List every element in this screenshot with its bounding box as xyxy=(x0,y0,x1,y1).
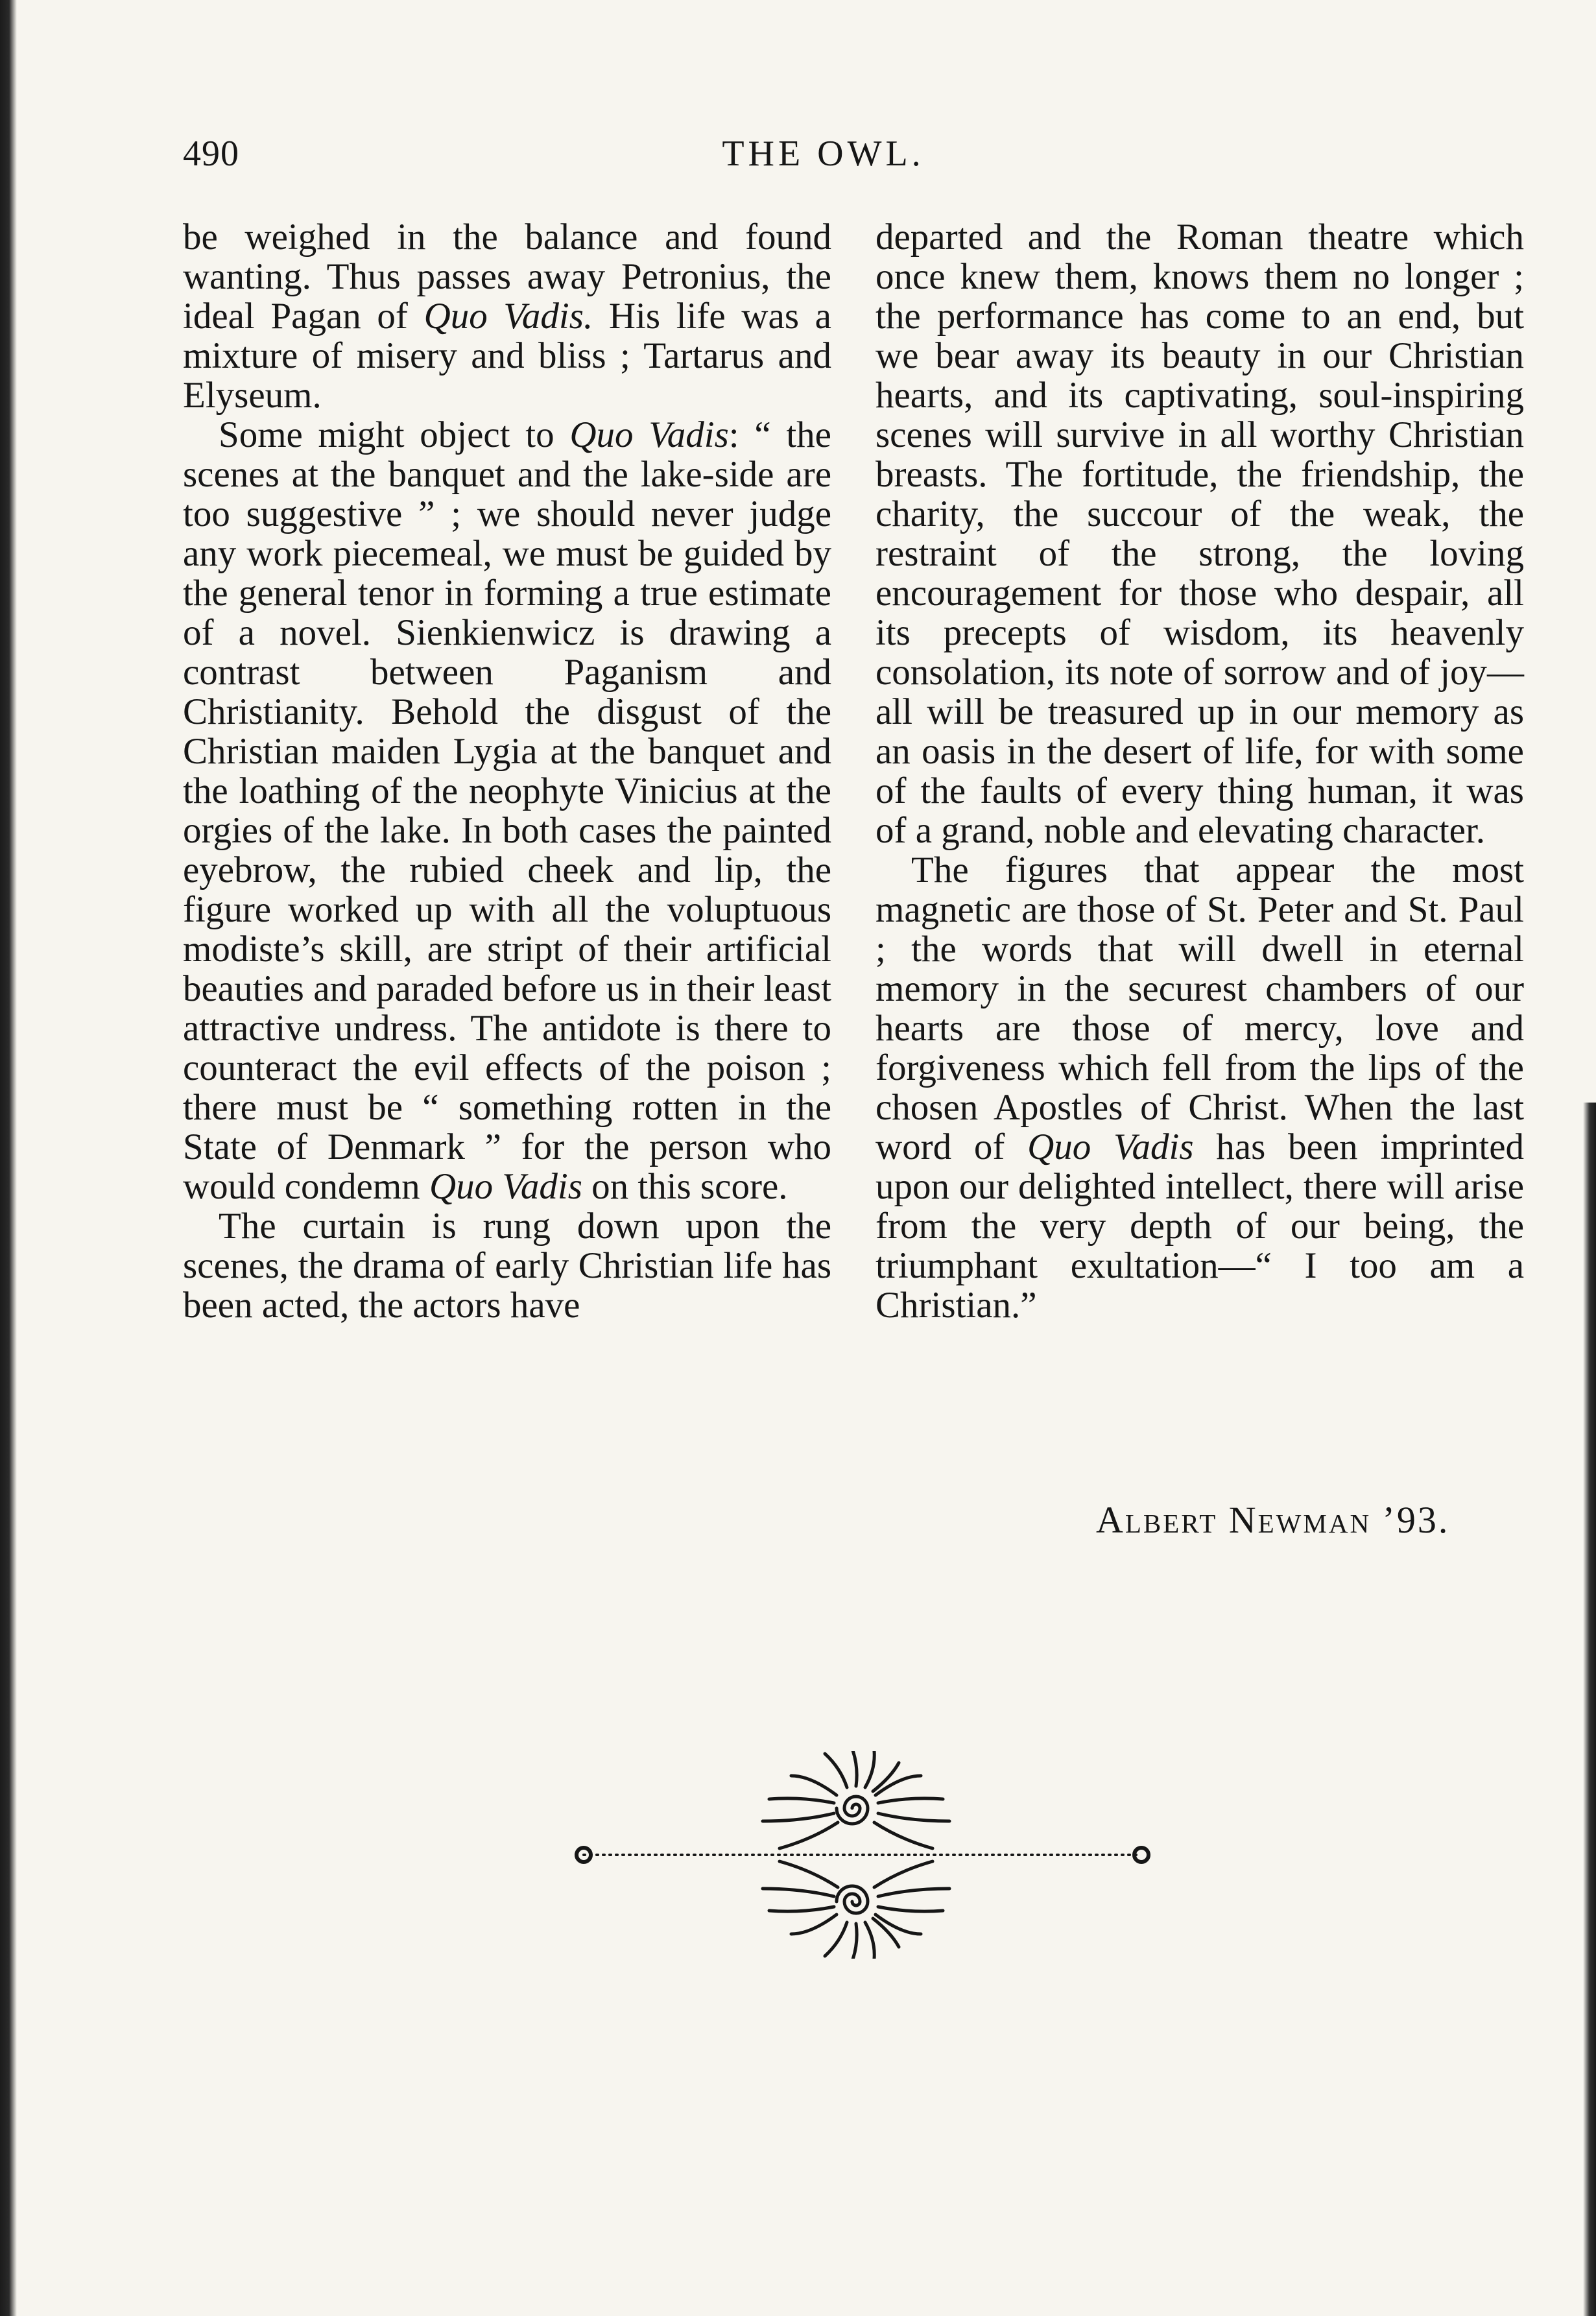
author-signature: Albert Newman ’93. xyxy=(1096,1499,1450,1541)
scan-page-edge-right xyxy=(1583,1103,1596,2316)
right-column xyxy=(875,217,1524,1325)
page-number: 490 xyxy=(183,134,239,174)
running-title: THE OWL. xyxy=(722,134,925,174)
left-column xyxy=(183,217,831,1325)
paragraph: departed and the Roman theatre which once knew them, knows them no longer ; the performance has come to an end, but we bear away its beauty in our Christian hearts, and its captivating, soul-inspiring scenes will survive in all worthy Christian breasts. The fortitude, the friendship, the charity, the succour of the weak, the restraint of the strong, the loving encouragement for those who despair, all its precepts of wisdom, its heavenly consolation, its note of sorrow and of joy—all will be treasured up in our memory as an oasis in the desert of life, for with some of the faults of every thing human, it was of a grand, noble and elevating character. xyxy=(875,217,1524,851)
scan-page-edge-left xyxy=(0,0,17,2316)
page-header xyxy=(183,133,1464,185)
paragraph: be weighed in the balance and found wanting. Thus passes away Petronius, the ideal Pagan of Quo Vadis. His life was a mixture of misery and bliss ; Tartarus and Elyseum. xyxy=(183,217,831,416)
book-title: Quo Vadis xyxy=(569,414,729,455)
book-title: Quo Vadis. xyxy=(423,296,593,337)
book-title: Quo Vadis xyxy=(429,1166,582,1207)
paragraph: The curtain is rung down upon the scenes, the drama of early Christian life has been acted, the actors have xyxy=(183,1206,831,1326)
book-title: Quo Vadis xyxy=(1027,1127,1194,1167)
paragraph: The figures that appear the most magnetic are those of St. Peter and St. Paul ; the words that will dwell in eternal memory in the securest chambers of our hearts are those of mercy, love and forgiveness which fell from the lips of the chosen Apostles of Christ. When the last word of Quo Vadis has been imprinted upon our delighted intellect, there will arise from the very depth of our being, the triumphant exultation—“ I too am a Christian.” xyxy=(875,850,1524,1326)
sun-spiral-tailpiece-icon xyxy=(571,1751,1154,1959)
paragraph: Some might object to Quo Vadis: “ the scenes at the banquet and the lake-side are too suggestive ” ; we should never judge any work piecemeal, we must be guided by the general tenor in forming a true estimate of a novel. Sienkienwicz is drawing a contrast between Paganism and Christianity. Behold the disgust of the Christian maiden Lygia at the banquet and the loathing of the neophyte Vinicius at the orgies of the lake. In both cases the painted eyebrow, the rubied cheek and lip, the figure worked up with all the voluptuous modiste’s skill, are stript of their artificial beauties and paraded before us in their least attractive undress. The antidote is there to counteract the evil effects of the poison ; there must be “ something rotten in the State of Denmark ” for the person who would condemn Quo Vadis on this score. xyxy=(183,414,831,1207)
